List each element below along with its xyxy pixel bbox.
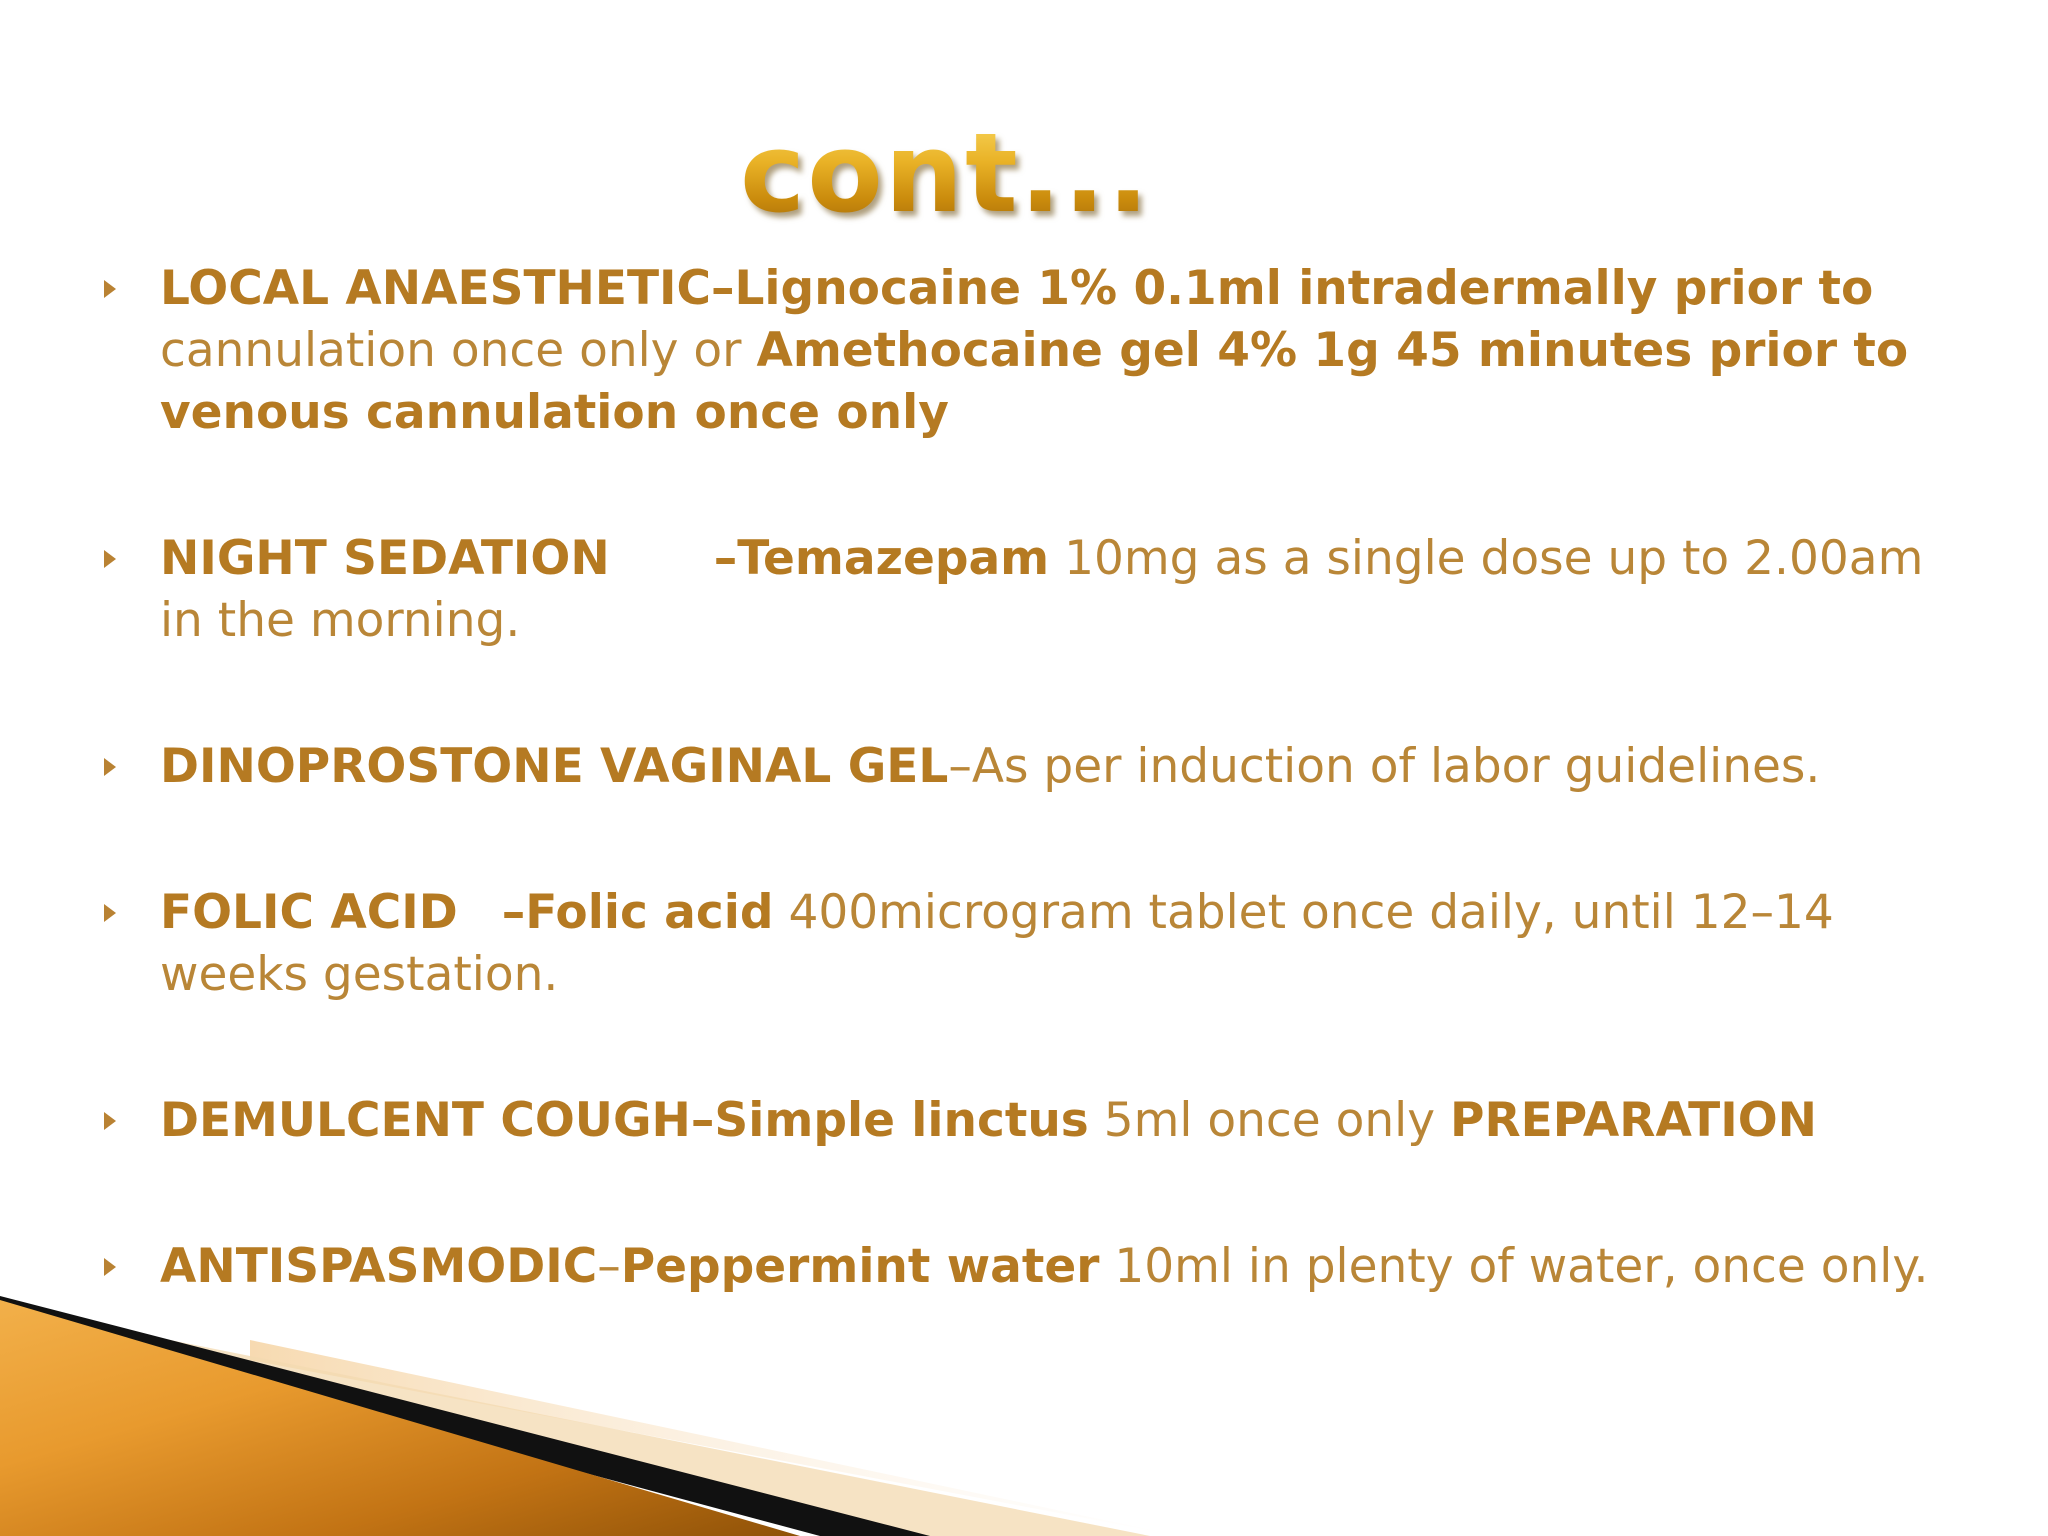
bullet-night-sedation (100, 528, 2020, 652)
bullet-dinoprostone (100, 736, 2020, 798)
bullet-line (160, 590, 2020, 652)
bullet-text: –As per induction of labor guidelines. (948, 739, 1821, 794)
bullet-line (160, 320, 2020, 382)
bullet-text: 10mg as a single dose up to 2.00am (1049, 531, 1924, 586)
bullet-text-bold: –Temazepam (713, 531, 1050, 586)
bullet-text-bold: DINOPROSTONE VAGINAL GEL (160, 739, 949, 794)
bullet-line (160, 258, 2020, 320)
bullet-text: 400microgram tablet once daily, until 12–14 (773, 885, 1834, 940)
triangle-bullet-icon (104, 280, 116, 298)
bullet-text: cannulation once only or (160, 323, 757, 378)
bullet-list (100, 258, 2020, 1298)
bullet-text-bold: venous cannulation once only (160, 385, 949, 440)
bullet-text-bold: LOCAL ANAESTHETIC–Lignocaine 1% 0.1ml intradermally prior to (160, 261, 1874, 316)
bullet-text-bold: –Folic acid (501, 885, 774, 940)
triangle-bullet-icon (104, 904, 116, 922)
bullet-antispasmodic (100, 1236, 2020, 1298)
bullet-text: 5ml once only (1088, 1093, 1450, 1148)
bullet-local-anaesthetic (100, 258, 2020, 444)
bullet-text: weeks gestation. (160, 947, 559, 1002)
orange-wedge (0, 1300, 800, 1536)
slide-title: cont... (740, 109, 1152, 237)
bullet-text-bold: NIGHT SEDATION (160, 531, 610, 586)
bullet-demulcent-cough (100, 1090, 2020, 1152)
bullet-text-bold: Peppermint water (620, 1239, 1100, 1294)
bullet-text-bold: PREPARATION (1450, 1093, 1818, 1148)
bullet-text: in the morning. (160, 593, 521, 648)
bullet-line (160, 528, 2020, 590)
bullet-line (160, 736, 2020, 798)
bullet-text-bold: Amethocaine gel 4% 1g 45 minutes prior to (756, 323, 1909, 378)
bullet-line (160, 944, 2020, 1006)
bullet-line (160, 382, 2020, 444)
bullet-text: 10ml in plenty of water, once only. (1099, 1239, 1929, 1294)
triangle-bullet-icon (104, 550, 116, 568)
bullet-line (160, 882, 2020, 944)
bullet-text-bold: DEMULCENT COUGH–Simple linctus (160, 1093, 1089, 1148)
bullet-text-bold: FOLIC ACID (160, 885, 458, 940)
bullet-line (160, 1236, 2020, 1298)
triangle-bullet-icon (104, 1258, 116, 1276)
bullet-text: – (597, 1239, 621, 1294)
triangle-bullet-icon (104, 1112, 116, 1130)
bullet-folic-acid (100, 882, 2020, 1006)
triangle-bullet-icon (104, 758, 116, 776)
bullet-line (160, 1090, 2020, 1152)
bullet-text-bold: ANTISPASMODIC (160, 1239, 598, 1294)
